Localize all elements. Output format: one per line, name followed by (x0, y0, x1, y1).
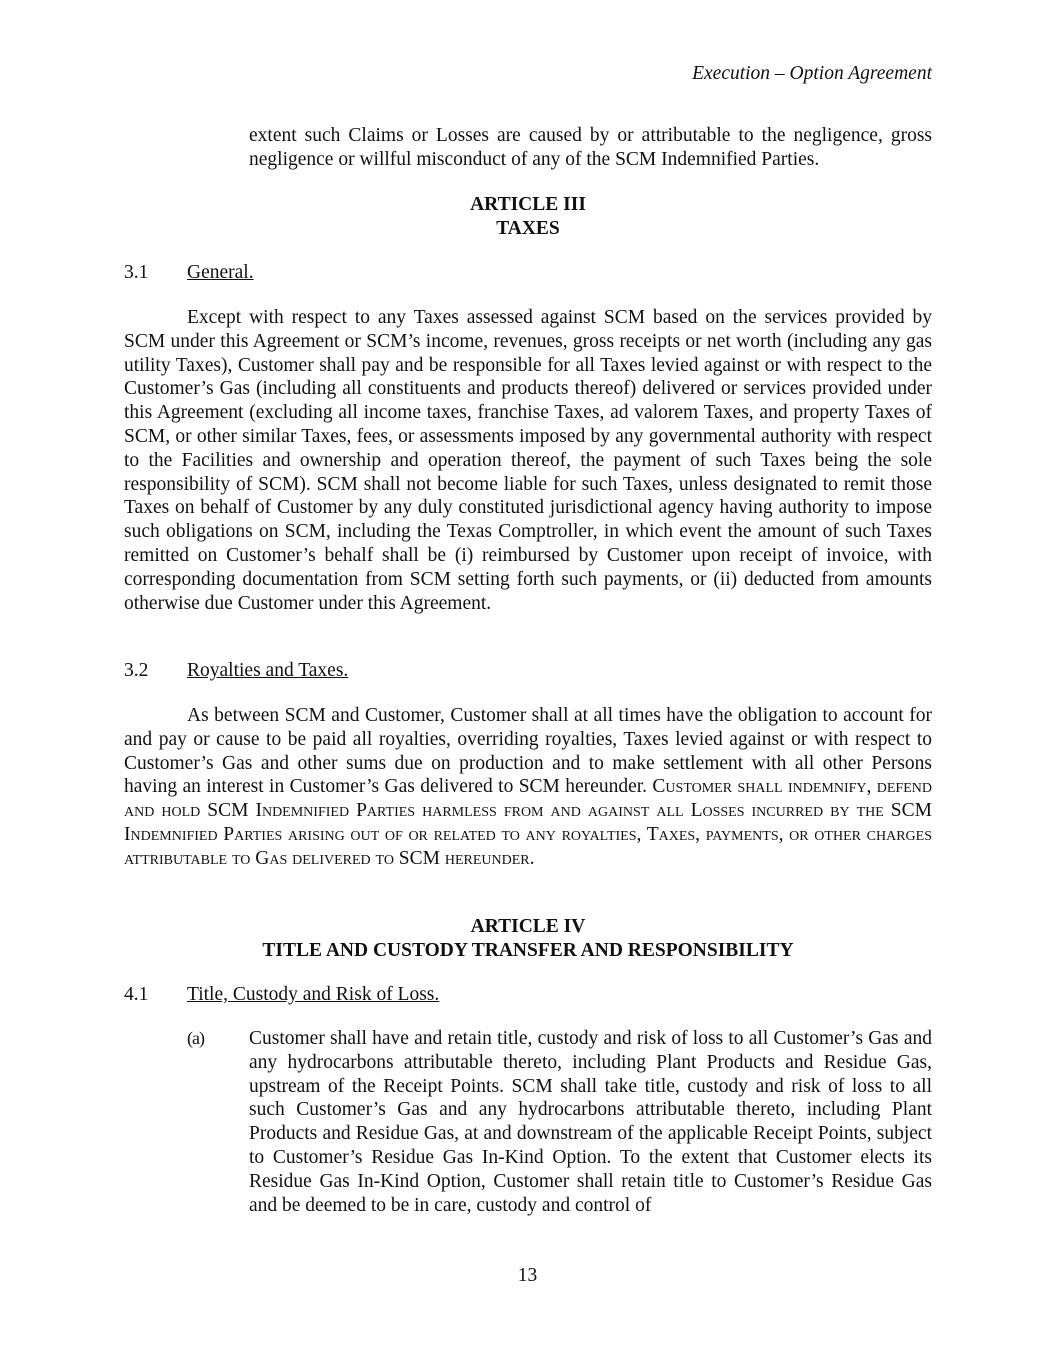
article-3-number: ARTICLE III (470, 194, 586, 215)
section-4-1-item-a (187, 1027, 932, 1217)
section-title: Royalties and Taxes. (187, 660, 349, 681)
section-number: 4.1 (124, 984, 149, 1005)
running-header: Execution – Option Agreement (692, 63, 932, 84)
section-title: Title, Custody and Risk of Loss. (187, 984, 440, 1005)
royalties-text: As between SCM and Customer, Customer shall at all times have the obligation to account for and pay or cause to be paid all royalties, overriding royalties, Taxes levied against or with respect to Customer’s Gas and other sums due on production and to make settlement with all other Persons having an interest in Customer’s Gas delivered to SCM hereunder. (124, 705, 932, 798)
section-3-2-heading (124, 659, 348, 683)
section-3-1-paragraph: Except with respect to any Taxes assessed against SCM based on the services provided by SCM under this Agreement or SCM’s income, revenues, gross receipts or net worth (including any gas utility Taxes), Customer shall pay and be responsible for all Taxes levied against or with respect to the Customer’s Gas (including all constituents and products thereof) delivered or services provided under this Agreement (excluding all income taxes, franchise Taxes, ad valorem Taxes, and property Taxes of SCM, or other similar Taxes, fees, or assessments imposed by any governmental authority with respect to the Facilities and ownership and operation thereof, the payment of such Taxes being the sole responsibility of SCM). SCM shall not become liable for such Taxes, unless designated to remit those Taxes on behalf of Customer by any duly constituted jurisdictional agency having authority to impose such obligations on SCM, including the Texas Comptroller, in which event the amount of such Taxes remitted on Customer’s behalf shall be (i) reimbursed by Customer upon receipt of invoice, with corresponding documentation from SCM setting forth such payments, or (ii) deducted from amounts otherwise due Customer under this Agreement. (124, 307, 932, 614)
article-4-number: ARTICLE IV (470, 916, 586, 937)
section-number: 3.2 (124, 660, 149, 681)
section-3-1-heading (124, 261, 254, 285)
indemnity-clause: Customer shall indemnify, defend and hold SCM Indemnified Parties harmless from and against all Losses incurred by the SCM Indemnified Parties arising out of or related to any royalties, Taxes, payments, or other charges attributable to Gas delivered to SCM hereunder. (124, 776, 932, 869)
page-number: 13 (517, 1265, 538, 1286)
item-text: Customer shall have and retain title, custody and risk of loss to all Customer’s Gas and any hydrocarbons attributable thereto, including Plant Products and Residue Gas, upstream of the Receipt Points. SCM shall take title, custody and risk of loss to all such Customer’s Gas and any hydrocarbons attributable thereto, including Plant Products and Residue Gas, at and downstream of the applicable Receipt Points, subject to Customer’s Residue Gas In-Kind Option. To the extent that Customer elects its Residue Gas In-Kind Option, Customer shall retain title to Customer’s Residue Gas and be deemed to be in care, custody and control of (249, 1028, 932, 1216)
continuation-paragraph: extent such Claims or Losses are caused by or attributable to the negligence, gross negligence or willful misconduct of any of the SCM Indemnified Parties. (249, 125, 932, 170)
item-label: (a) (187, 1028, 204, 1048)
article-3-title: TAXES (496, 218, 560, 239)
section-title: General. (187, 262, 254, 283)
section-4-1-heading (124, 983, 439, 1007)
section-3-2-paragraph (124, 704, 932, 871)
article-4-title: TITLE AND CUSTODY TRANSFER AND RESPONSIBILITY (262, 940, 794, 961)
section-number: 3.1 (124, 262, 149, 283)
